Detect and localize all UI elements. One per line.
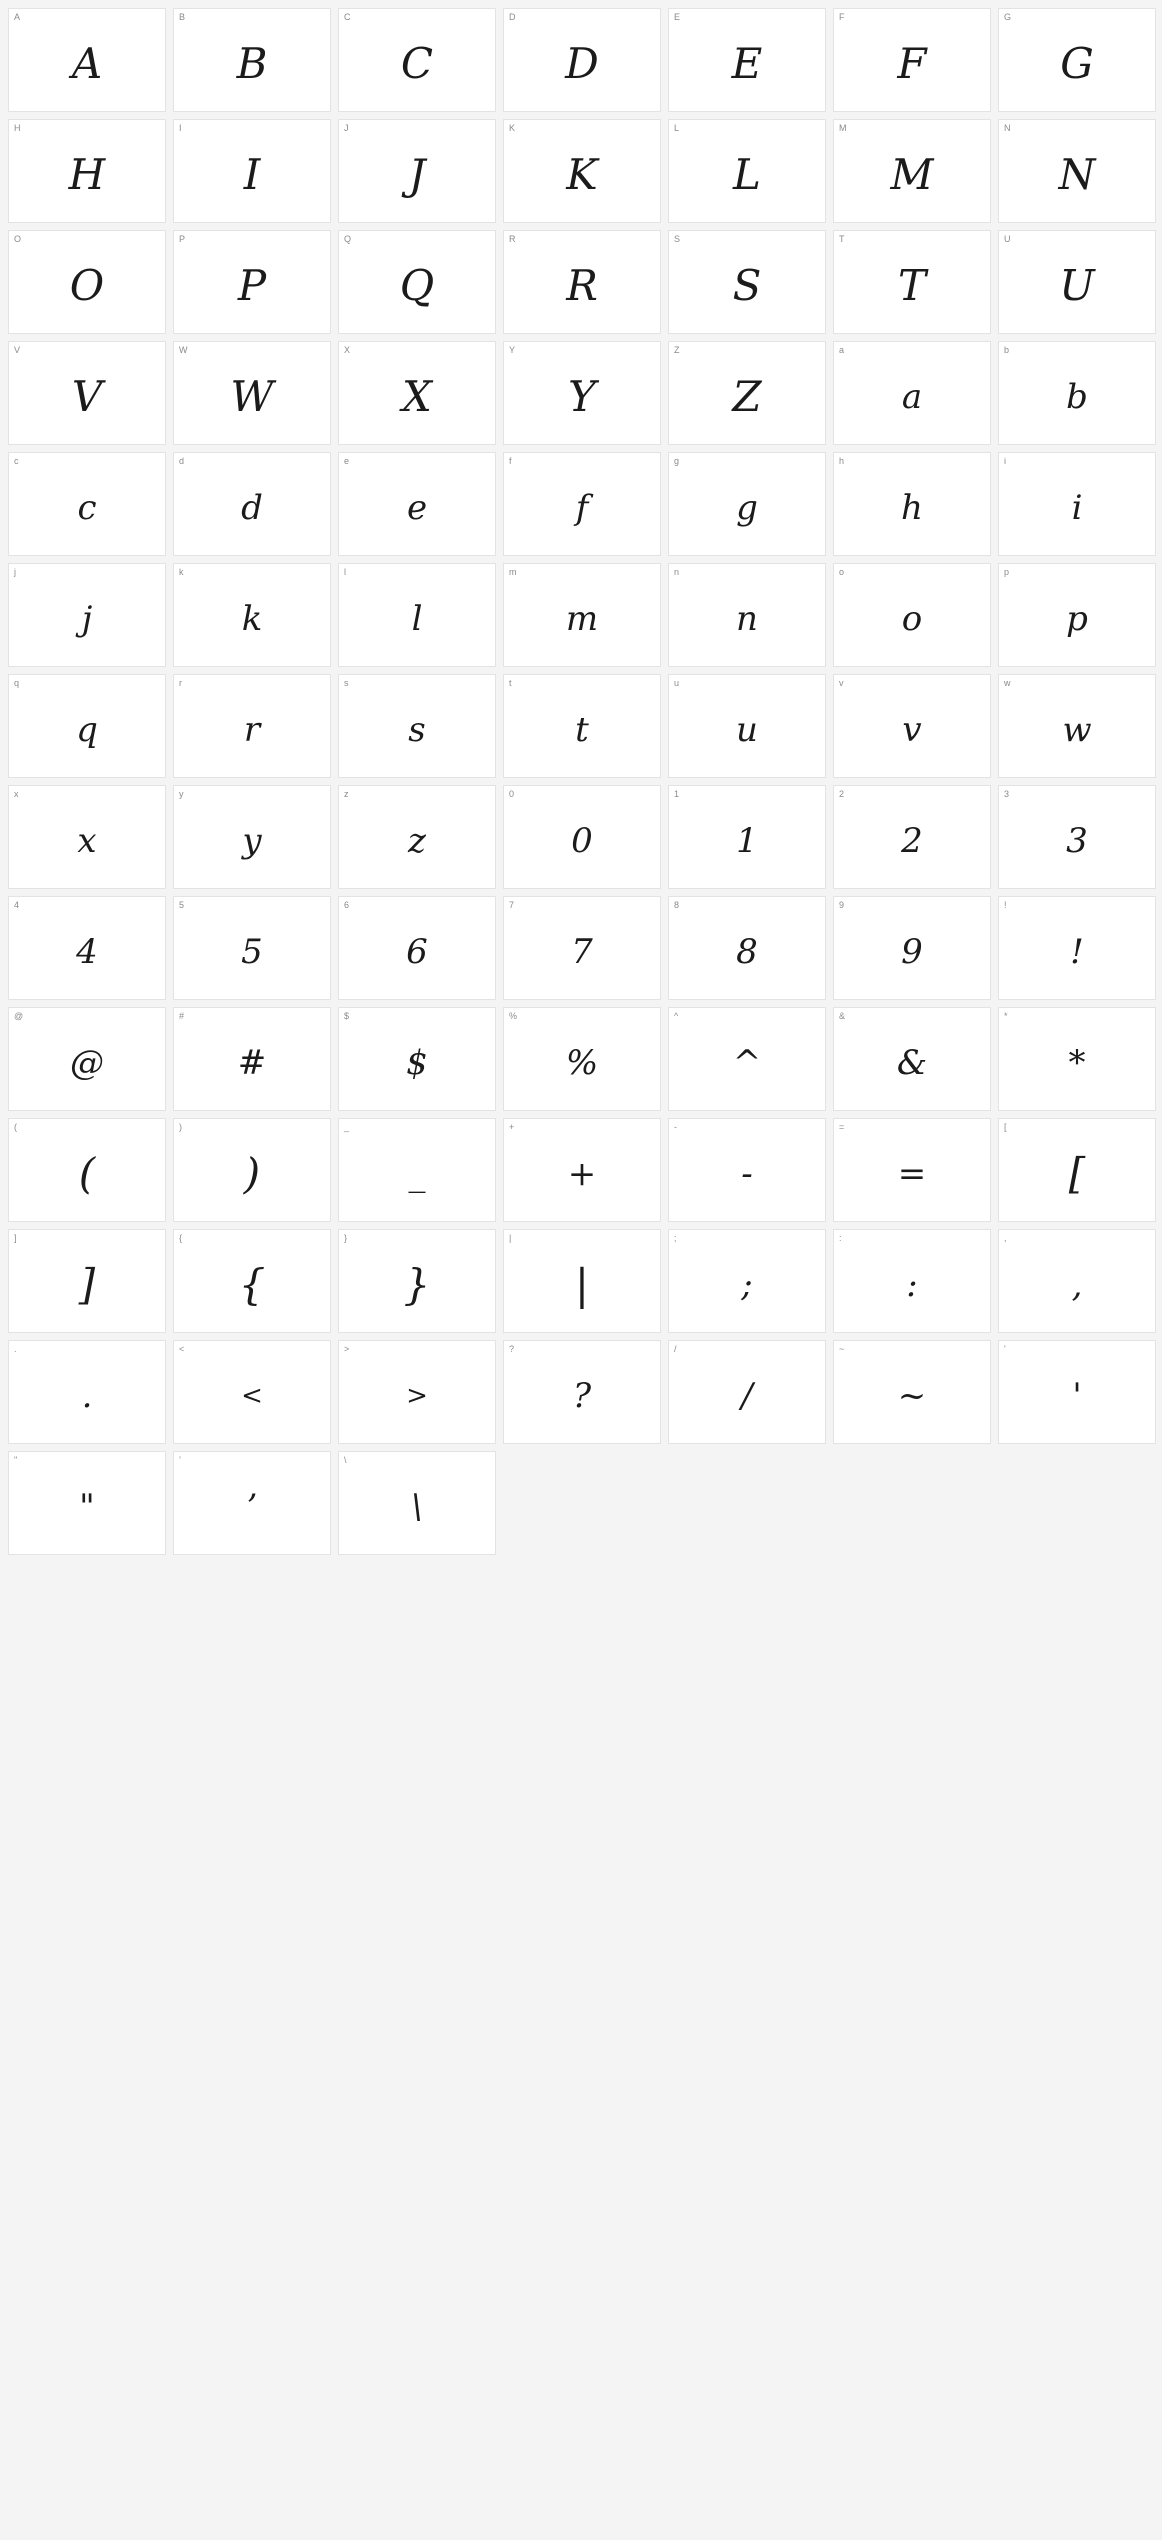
glyph-label: a: [839, 345, 845, 355]
glyph-label: S: [674, 234, 681, 244]
glyph-label: A: [14, 12, 21, 22]
glyph-preview: .: [81, 1376, 93, 1416]
glyph-preview: M: [890, 150, 934, 199]
glyph-label: s: [344, 678, 349, 688]
glyph-label: <: [179, 1344, 185, 1354]
glyph-preview: \: [411, 1487, 423, 1527]
glyph-cell[interactable]: [668, 896, 826, 1000]
glyph-cell[interactable]: [833, 8, 991, 112]
glyph-cell[interactable]: [668, 119, 826, 223]
glyph-preview: e: [406, 488, 428, 528]
glyph-preview: X: [402, 372, 432, 421]
glyph-preview: z: [408, 821, 426, 861]
glyph-preview: ': [1072, 1376, 1082, 1416]
glyph-cell[interactable]: [173, 119, 331, 223]
glyph-cell[interactable]: [833, 1340, 991, 1444]
glyph-cell[interactable]: [503, 674, 661, 778]
glyph-label: I: [179, 123, 182, 133]
glyph-preview: (: [78, 1149, 96, 1198]
glyph-label: f: [509, 456, 512, 466]
glyph-cell[interactable]: [998, 119, 1156, 223]
glyph-label: O: [14, 234, 22, 244]
glyph-cell[interactable]: [173, 1451, 331, 1555]
glyph-preview: ": [79, 1487, 95, 1527]
glyph-preview: ,: [1071, 1265, 1083, 1305]
glyph-cell[interactable]: [668, 674, 826, 778]
glyph-label: 6: [344, 900, 350, 910]
glyph-preview: }: [403, 1260, 431, 1309]
glyph-cell[interactable]: [998, 1340, 1156, 1444]
glyph-cell[interactable]: [503, 119, 661, 223]
glyph-label: @: [14, 1011, 24, 1021]
glyph-preview: 8: [736, 932, 758, 972]
glyph-label: E: [674, 12, 681, 22]
glyph-cell[interactable]: [8, 452, 166, 556]
glyph-cell[interactable]: [338, 452, 496, 556]
glyph-cell[interactable]: [8, 1118, 166, 1222]
glyph-preview: k: [241, 599, 263, 639]
glyph-cell[interactable]: [503, 1229, 661, 1333]
glyph-cell[interactable]: [173, 452, 331, 556]
glyph-label: %: [509, 1011, 518, 1021]
glyph-label: Q: [344, 234, 352, 244]
glyph-preview: #: [237, 1043, 267, 1083]
glyph-preview: G: [1060, 39, 1094, 88]
glyph-label: o: [839, 567, 845, 577]
glyph-preview: [: [1068, 1149, 1086, 1198]
glyph-preview: J: [408, 150, 426, 199]
glyph-cell[interactable]: [173, 563, 331, 667]
glyph-label: ^: [674, 1011, 679, 1021]
glyph-label: (: [14, 1122, 17, 1132]
glyph-cell[interactable]: [8, 119, 166, 223]
glyph-cell[interactable]: [338, 230, 496, 334]
glyph-cell[interactable]: [173, 1340, 331, 1444]
glyph-label: K: [509, 123, 516, 133]
glyph-cell[interactable]: [8, 674, 166, 778]
glyph-preview: v: [902, 710, 922, 750]
glyph-cell[interactable]: [668, 8, 826, 112]
glyph-label: n: [674, 567, 680, 577]
glyph-cell[interactable]: [668, 341, 826, 445]
glyph-cell[interactable]: [338, 785, 496, 889]
glyph-cell[interactable]: [503, 341, 661, 445]
glyph-cell[interactable]: [338, 341, 496, 445]
glyph-cell[interactable]: [998, 896, 1156, 1000]
glyph-cell[interactable]: [8, 1007, 166, 1111]
glyph-label: c: [14, 456, 19, 466]
glyph-label: &: [839, 1011, 846, 1021]
glyph-cell[interactable]: [338, 1007, 496, 1111]
glyph-preview: w: [1062, 710, 1092, 750]
glyph-label: v: [839, 678, 844, 688]
glyph-preview: ]: [78, 1260, 96, 1309]
glyph-cell[interactable]: [503, 1007, 661, 1111]
glyph-cell[interactable]: [998, 1229, 1156, 1333]
glyph-cell[interactable]: [8, 1340, 166, 1444]
glyph-preview: Q: [399, 261, 435, 310]
glyph-label: R: [509, 234, 516, 244]
glyph-label: H: [14, 123, 21, 133]
glyph-preview: ^: [732, 1043, 762, 1083]
glyph-label: }: [344, 1233, 348, 1243]
glyph-preview: E: [731, 39, 763, 88]
glyph-label: =: [839, 1122, 845, 1132]
glyph-label: q: [14, 678, 20, 688]
glyph-cell[interactable]: [998, 563, 1156, 667]
glyph-label: N: [1004, 123, 1011, 133]
glyph-cell[interactable]: [173, 341, 331, 445]
glyph-label: u: [674, 678, 680, 688]
glyph-label: /: [674, 1344, 677, 1354]
glyph-label: J: [344, 123, 349, 133]
glyph-label: #: [179, 1011, 185, 1021]
glyph-preview: @: [70, 1043, 104, 1083]
glyph-cell[interactable]: [173, 1007, 331, 1111]
glyph-label: +: [509, 1122, 515, 1132]
glyph-cell[interactable]: [8, 230, 166, 334]
glyph-label: _: [344, 1122, 350, 1132]
glyph-preview: W: [230, 372, 274, 421]
glyph-cell[interactable]: [668, 230, 826, 334]
glyph-preview: ’: [246, 1487, 258, 1527]
glyph-cell[interactable]: [668, 1118, 826, 1222]
glyph-preview: U: [1059, 261, 1095, 310]
glyph-preview: C: [400, 39, 434, 88]
glyph-label: B: [179, 12, 186, 22]
glyph-cell[interactable]: [833, 785, 991, 889]
glyph-label: 9: [839, 900, 845, 910]
glyph-cell[interactable]: [833, 563, 991, 667]
glyph-preview: =: [897, 1154, 927, 1194]
glyph-preview: ): [243, 1149, 261, 1198]
glyph-preview: g: [736, 488, 758, 528]
glyph-label: Y: [509, 345, 516, 355]
glyph-cell[interactable]: [8, 1229, 166, 1333]
glyph-preview: K: [566, 150, 598, 199]
glyph-cell[interactable]: [833, 896, 991, 1000]
glyph-preview: !: [1070, 932, 1084, 972]
glyph-cell[interactable]: [173, 1229, 331, 1333]
glyph-label: [: [1004, 1122, 1007, 1132]
glyph-label: 8: [674, 900, 680, 910]
glyph-cell[interactable]: [8, 896, 166, 1000]
glyph-label: T: [839, 234, 845, 244]
glyph-preview: f: [575, 488, 589, 528]
glyph-label: t: [509, 678, 512, 688]
glyph-preview: {: [238, 1260, 266, 1309]
glyph-label: z: [344, 789, 349, 799]
glyph-label: U: [1004, 234, 1011, 244]
glyph-label: X: [344, 345, 351, 355]
glyph-preview: Z: [732, 372, 762, 421]
glyph-label: y: [179, 789, 184, 799]
glyph-preview: <: [241, 1381, 263, 1411]
glyph-label: 1: [674, 789, 680, 799]
glyph-label: b: [1004, 345, 1010, 355]
glyph-label: r: [179, 678, 182, 688]
glyph-cell[interactable]: [503, 563, 661, 667]
glyph-label: $: [344, 1011, 350, 1021]
glyph-cell[interactable]: [668, 1229, 826, 1333]
glyph-label: 7: [509, 900, 515, 910]
glyph-preview: 3: [1066, 821, 1088, 861]
glyph-cell[interactable]: [503, 8, 661, 112]
glyph-cell[interactable]: [833, 230, 991, 334]
glyph-label: i: [1004, 456, 1006, 466]
glyph-cell[interactable]: [338, 674, 496, 778]
glyph-preview: %: [565, 1043, 599, 1083]
glyph-preview: L: [733, 150, 761, 199]
glyph-preview: ?: [572, 1376, 592, 1416]
glyph-label: 0: [509, 789, 515, 799]
glyph-label: ?: [509, 1344, 515, 1354]
glyph-cell[interactable]: [833, 341, 991, 445]
glyph-preview: m: [565, 599, 599, 639]
glyph-preview: q: [76, 710, 98, 750]
glyph-preview: T: [897, 261, 926, 310]
glyph-label: M: [839, 123, 847, 133]
glyph-preview: s: [408, 710, 426, 750]
glyph-cell[interactable]: [833, 1229, 991, 1333]
glyph-cell[interactable]: [998, 674, 1156, 778]
glyph-preview: ;: [741, 1265, 753, 1305]
glyph-label: 5: [179, 900, 185, 910]
glyph-label: 4: [14, 900, 20, 910]
glyph-cell[interactable]: [8, 341, 166, 445]
glyph-label: 3: [1004, 789, 1010, 799]
glyph-preview: Y: [568, 372, 596, 421]
glyph-label: k: [179, 567, 184, 577]
glyph-label: ~: [839, 1344, 845, 1354]
glyph-label: ": [14, 1455, 18, 1465]
glyph-label: ): [179, 1122, 182, 1132]
glyph-cell[interactable]: [998, 1007, 1156, 1111]
glyph-label: h: [839, 456, 845, 466]
glyph-cell[interactable]: [173, 230, 331, 334]
glyph-cell[interactable]: [833, 1118, 991, 1222]
glyph-cell[interactable]: [8, 8, 166, 112]
glyph-cell[interactable]: [338, 1118, 496, 1222]
glyph-label: x: [14, 789, 19, 799]
glyph-cell[interactable]: [503, 785, 661, 889]
glyph-label: ': [1004, 1344, 1006, 1354]
glyph-cell[interactable]: [8, 785, 166, 889]
glyph-cell[interactable]: [8, 1451, 166, 1555]
glyph-preview: a: [901, 377, 923, 417]
glyph-label: F: [839, 12, 845, 22]
glyph-preview: t: [575, 710, 589, 750]
glyph-preview: j: [81, 599, 93, 639]
glyph-label: *: [1004, 1011, 1008, 1021]
glyph-cell[interactable]: [338, 1451, 496, 1555]
glyph-label: Z: [674, 345, 680, 355]
glyph-cell[interactable]: [998, 1118, 1156, 1222]
glyph-preview: P: [237, 261, 267, 310]
glyph-cell[interactable]: [998, 341, 1156, 445]
glyph-cell[interactable]: [668, 1340, 826, 1444]
glyph-cell[interactable]: [503, 230, 661, 334]
glyph-label: g: [674, 456, 680, 466]
glyph-preview: $: [406, 1043, 428, 1083]
glyph-label: \: [344, 1455, 347, 1465]
glyph-cell[interactable]: [668, 785, 826, 889]
glyph-cell[interactable]: [173, 785, 331, 889]
glyph-cell[interactable]: [338, 119, 496, 223]
glyph-cell[interactable]: [833, 1007, 991, 1111]
glyph-label: |: [509, 1233, 512, 1243]
glyph-preview: x: [77, 821, 97, 861]
glyph-preview: B: [236, 39, 268, 88]
glyph-preview: D: [565, 39, 599, 88]
glyph-cell[interactable]: [998, 785, 1156, 889]
glyph-preview: 6: [406, 932, 428, 972]
glyph-cell[interactable]: [833, 452, 991, 556]
glyph-cell[interactable]: [998, 452, 1156, 556]
glyph-cell[interactable]: [503, 1340, 661, 1444]
glyph-cell[interactable]: [503, 452, 661, 556]
glyph-label: >: [344, 1344, 350, 1354]
glyph-cell[interactable]: [338, 896, 496, 1000]
glyph-preview: u: [736, 710, 758, 750]
glyph-preview: O: [69, 261, 105, 310]
glyph-label: W: [179, 345, 188, 355]
glyph-preview: -: [741, 1154, 753, 1194]
glyph-preview: y: [242, 821, 262, 861]
glyph-preview: r: [243, 710, 261, 750]
glyph-preview: o: [901, 599, 923, 639]
glyph-label: .: [14, 1344, 17, 1354]
glyph-label: e: [344, 456, 350, 466]
glyph-preview: n: [736, 599, 758, 639]
glyph-preview: &: [896, 1043, 928, 1083]
glyph-cell[interactable]: [338, 563, 496, 667]
glyph-label: P: [179, 234, 186, 244]
glyph-preview: i: [1071, 488, 1083, 528]
glyph-cell[interactable]: [173, 896, 331, 1000]
glyph-preview: h: [901, 488, 923, 528]
glyph-label: j: [14, 567, 16, 577]
glyph-label: ’: [179, 1455, 181, 1465]
glyph-preview: +: [567, 1154, 597, 1194]
glyph-label: V: [14, 345, 21, 355]
glyph-cell[interactable]: [668, 1007, 826, 1111]
glyph-preview: :: [906, 1265, 918, 1305]
glyph-cell[interactable]: [173, 8, 331, 112]
glyph-label: ;: [674, 1233, 677, 1243]
glyph-preview: 2: [901, 821, 923, 861]
glyph-preview: 1: [736, 821, 758, 861]
glyph-preview: _: [408, 1154, 426, 1194]
glyph-preview: l: [411, 599, 423, 639]
glyph-label: D: [509, 12, 516, 22]
glyph-label: G: [1004, 12, 1012, 22]
glyph-label: C: [344, 12, 351, 22]
glyph-cell[interactable]: [503, 896, 661, 1000]
glyph-preview: ~: [897, 1376, 927, 1416]
glyph-cell[interactable]: [8, 563, 166, 667]
glyph-preview: N: [1058, 150, 1096, 199]
glyph-preview: S: [732, 261, 762, 310]
glyph-cell[interactable]: [833, 119, 991, 223]
glyph-label: p: [1004, 567, 1010, 577]
glyph-cell[interactable]: [668, 452, 826, 556]
glyph-label: ,: [1004, 1233, 1007, 1243]
glyph-label: 2: [839, 789, 845, 799]
glyph-label: ]: [14, 1233, 17, 1243]
glyph-cell[interactable]: [173, 674, 331, 778]
glyph-label: {: [179, 1233, 183, 1243]
glyph-cell[interactable]: [998, 8, 1156, 112]
glyph-preview: 7: [571, 932, 593, 972]
glyph-preview: V: [71, 372, 103, 421]
glyph-label: d: [179, 456, 185, 466]
glyph-cell[interactable]: [668, 563, 826, 667]
glyph-label: m: [509, 567, 517, 577]
glyph-preview: |: [574, 1260, 590, 1309]
glyph-cell[interactable]: [503, 1118, 661, 1222]
glyph-cell[interactable]: [338, 1229, 496, 1333]
glyph-preview: 0: [571, 821, 593, 861]
glyph-preview: A: [71, 39, 103, 88]
glyph-label: w: [1004, 678, 1011, 688]
glyph-cell[interactable]: [338, 1340, 496, 1444]
glyph-preview: p: [1066, 599, 1088, 639]
glyph-preview: d: [241, 488, 263, 528]
glyph-label: !: [1004, 900, 1007, 910]
glyph-preview: *: [1068, 1043, 1086, 1083]
glyph-label: -: [674, 1122, 677, 1132]
glyph-preview: /: [741, 1376, 753, 1416]
glyph-preview: >: [406, 1381, 428, 1411]
glyph-cell[interactable]: [173, 1118, 331, 1222]
glyph-preview: c: [77, 488, 97, 528]
glyph-preview: F: [897, 39, 927, 88]
glyph-preview: 5: [241, 932, 263, 972]
glyph-preview: H: [68, 150, 106, 199]
glyph-preview: 4: [76, 932, 98, 972]
glyph-preview: 9: [901, 932, 923, 972]
glyph-label: L: [674, 123, 680, 133]
glyph-cell[interactable]: [998, 230, 1156, 334]
glyph-cell[interactable]: [833, 674, 991, 778]
glyph-preview: I: [243, 150, 261, 199]
glyph-preview: b: [1066, 377, 1088, 417]
glyph-label: l: [344, 567, 346, 577]
glyph-cell[interactable]: [338, 8, 496, 112]
glyph-label: :: [839, 1233, 842, 1243]
glyph-preview: R: [566, 261, 598, 310]
